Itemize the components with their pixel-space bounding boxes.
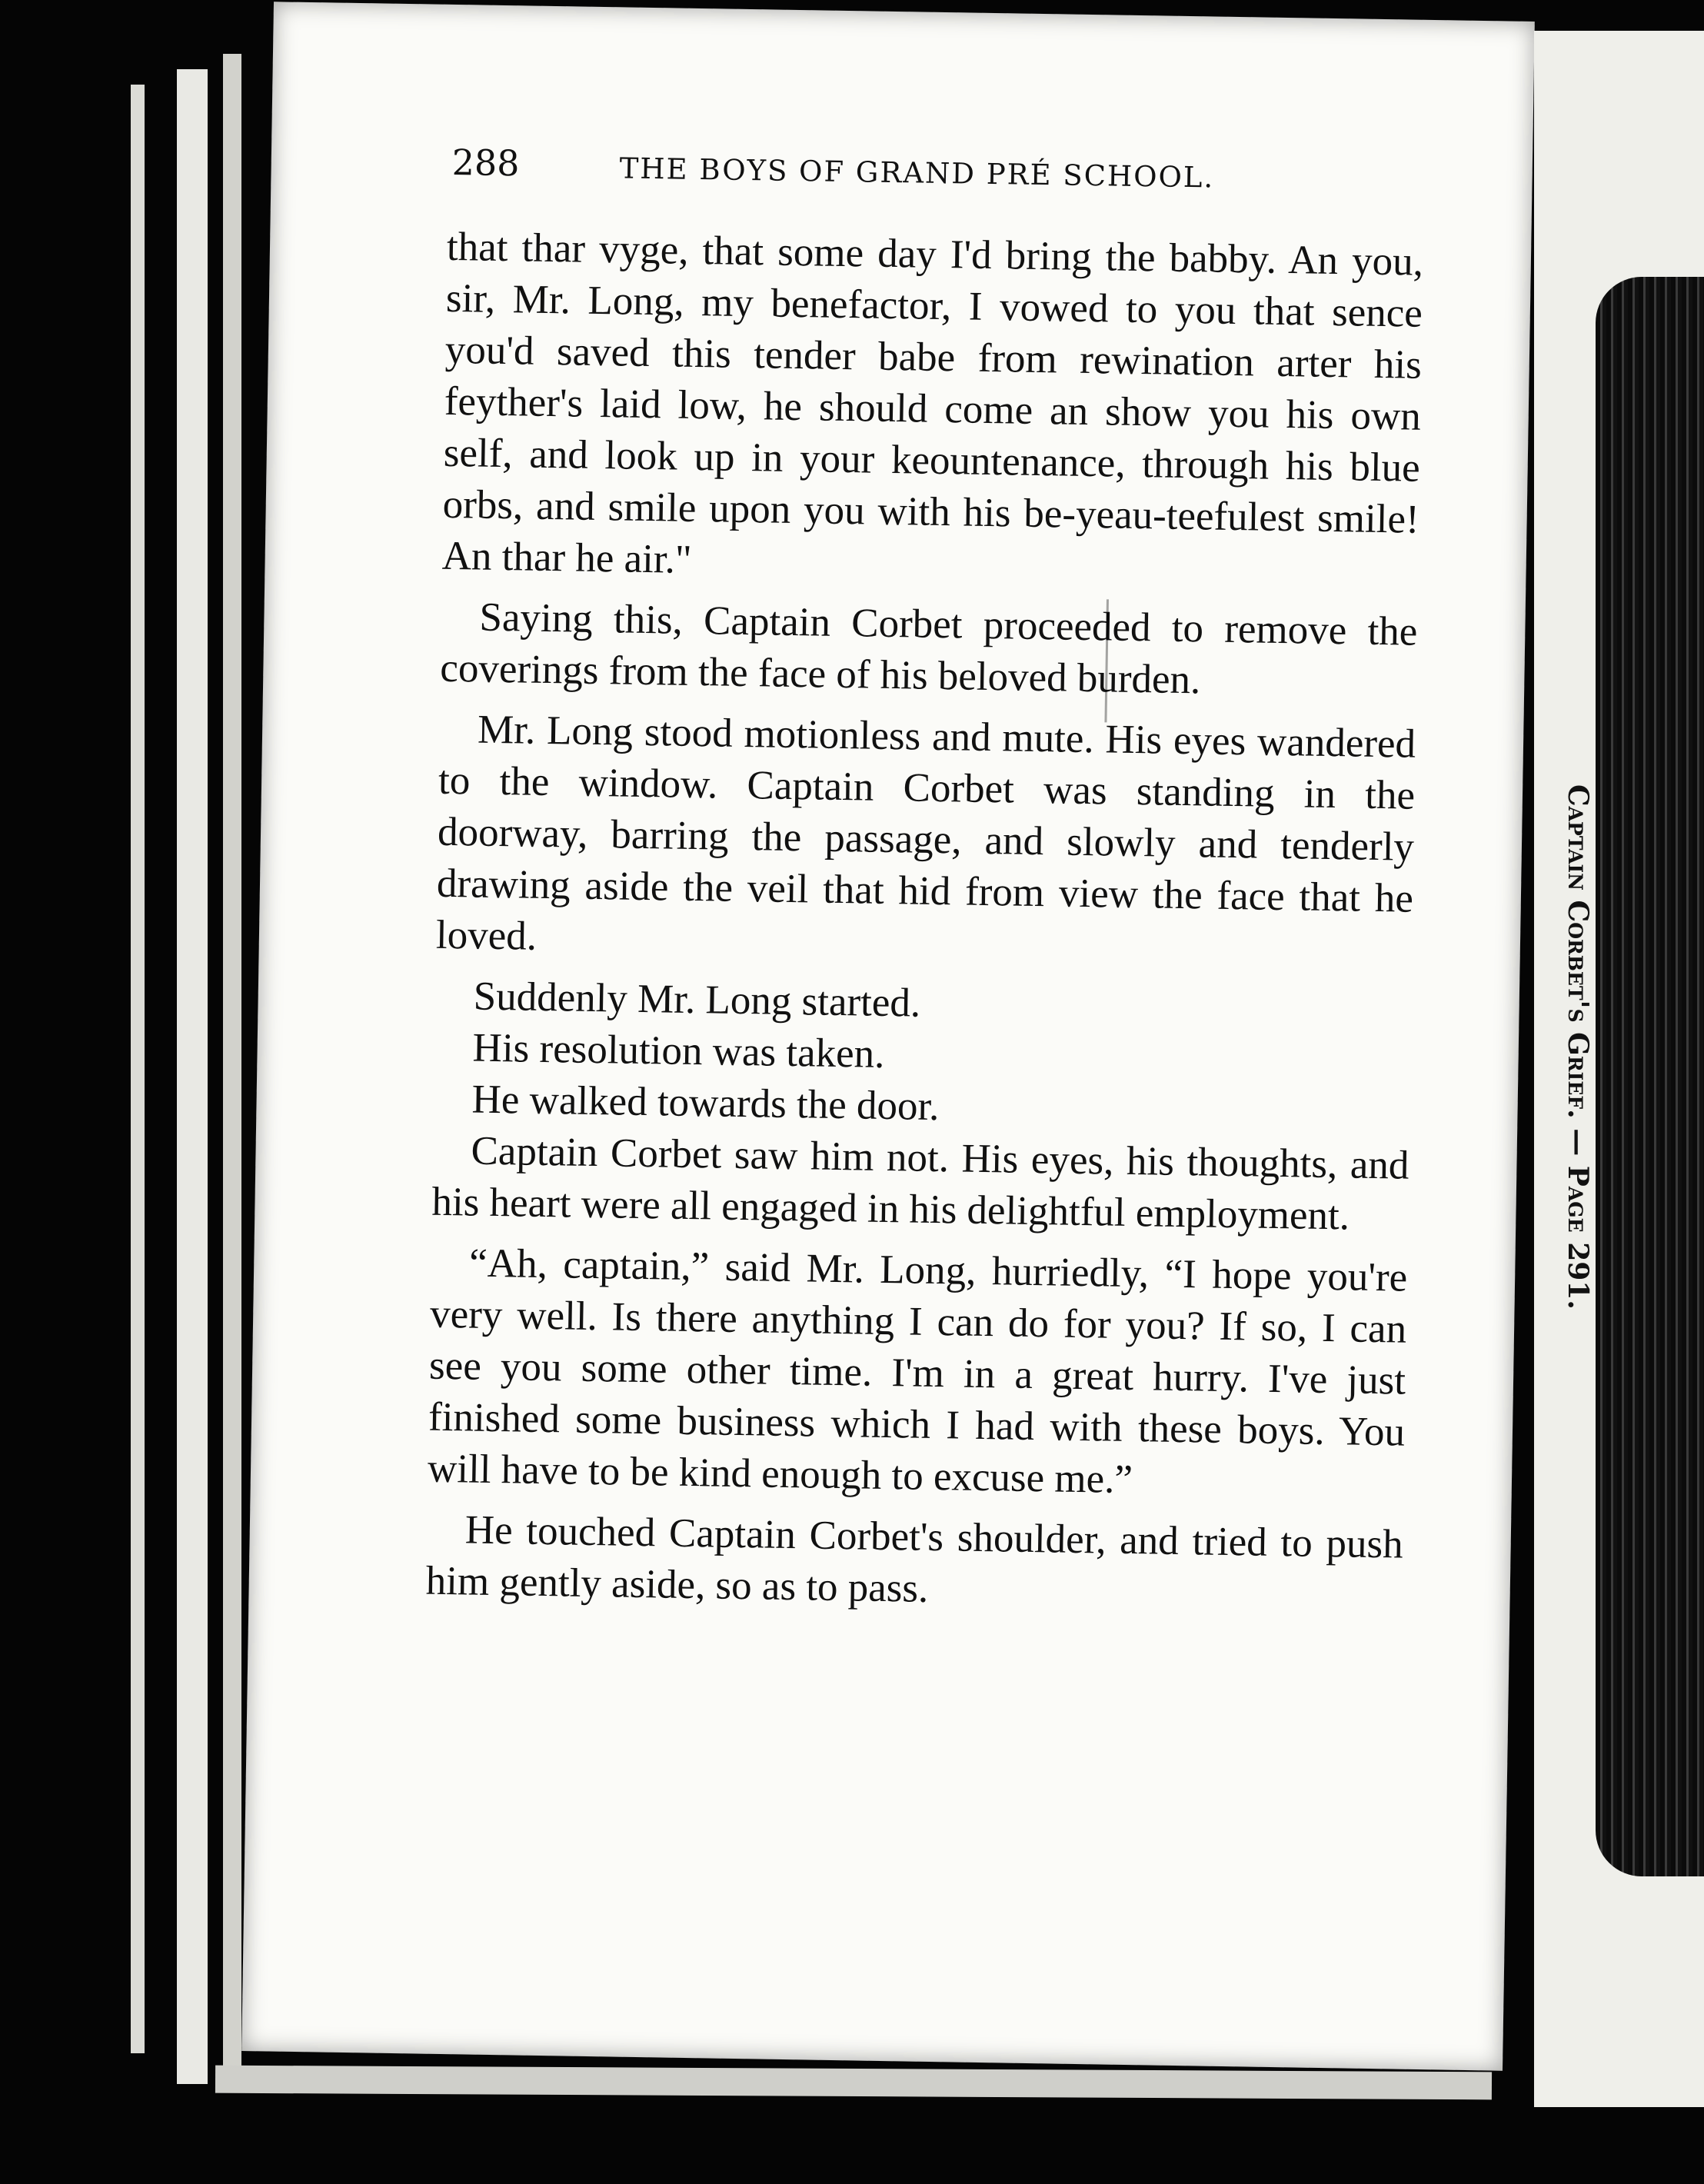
paragraph: Mr. Long stood motionless and mute. His eyes wandered to the window. Captain Corbet was standing in the doorway, barring the passage, and slowly and tenderly drawing aside the veil that hid from view the face that he loved. (435, 707, 1416, 959)
paragraph: “Ah, captain,” said Mr. Long, hurriedly, “I hope you're very well. Is there anything I can do for you? If so, I can see you some other time. I'm in a great hurry. I've just finished some business which I had with these boys. You will have to be kind enough to excuse me.” (427, 1240, 1408, 1503)
paragraph: Captain Corbet saw him not. His eyes, his thoughts, and his heart were all engaged in his delightful employment. (431, 1128, 1409, 1239)
paragraph: His resolution was taken. (472, 1025, 885, 1077)
paragraph: He walked towards the door. (471, 1077, 940, 1130)
page-header (451, 141, 1360, 202)
page-edge (177, 69, 208, 2084)
page-edge (223, 54, 241, 2092)
page-body (425, 221, 1423, 1632)
page-bottom-edge (215, 2066, 1492, 2100)
facing-plate-illustration (1534, 31, 1704, 2107)
page-number: 288 (451, 141, 521, 185)
book-page (241, 2, 1535, 2070)
paragraph: that thar vyge, that some day I'd bring the babby. An you, sir, Mr. Long, my benefactor, I vowed to you that sence you'd saved this tender babe from rewination arter his feyther's laid low, he should come an show you his own self, and look up in your keountenance, through his blue orbs, and smile upon you with his be-yeau-teefulest smile! An thar he air." (441, 224, 1424, 582)
engraving-image (1596, 277, 1704, 1876)
paragraph: He touched Captain Corbet's shoulder, and tried to push him gently aside, so as to pass. (425, 1507, 1404, 1611)
running-head: THE BOYS OF GRAND PRÉ SCHOOL. (619, 151, 1215, 195)
paragraph: Saying this, Captain Corbet proceeded to remove the coverings from the face of his beloved burden. (439, 594, 1418, 703)
page-edge (131, 85, 145, 2053)
paragraph: Suddenly Mr. Long started. (473, 974, 921, 1026)
plate-caption-text: Captain Corbet's Grief. — Page 291. (1562, 784, 1594, 1310)
